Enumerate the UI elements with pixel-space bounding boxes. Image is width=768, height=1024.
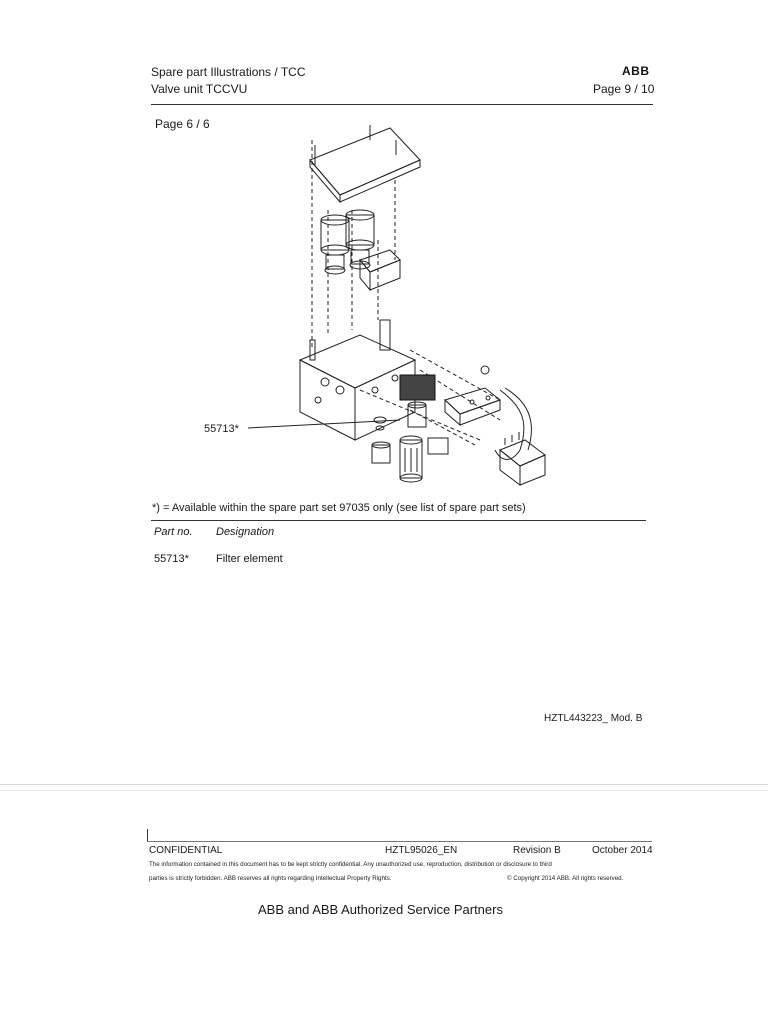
filter-housing xyxy=(400,375,435,482)
footer-rule xyxy=(147,841,652,842)
figure-page-label: Page 6 / 6 xyxy=(155,117,210,131)
page-break-line xyxy=(0,784,768,785)
header-rule xyxy=(151,104,653,105)
document-subtitle: Valve unit TCCVU xyxy=(151,82,248,96)
col-header-part-no: Part no. xyxy=(154,526,193,538)
footer-date: October 2014 xyxy=(592,845,653,856)
table-cell-designation: Filter element xyxy=(216,553,283,565)
document-title: Spare part Illustrations / TCC xyxy=(151,65,306,79)
availability-note: *) = Available within the spare part set 97035 only (see list of spare part sets) xyxy=(152,502,526,514)
abb-logo: ABB xyxy=(622,64,650,78)
footer-confidential: CONFIDENTIAL xyxy=(149,845,223,856)
footer-copyright: © Copyright 2014 ABB. All rights reserved. xyxy=(507,875,624,882)
footer-bracket xyxy=(147,829,148,841)
service-partners-banner: ABB and ABB Authorized Service Partners xyxy=(258,902,503,917)
col-header-designation: Designation xyxy=(216,526,275,538)
page-number: Page 9 / 10 xyxy=(593,82,655,96)
footer-revision: Revision B xyxy=(513,845,561,856)
document-code: HZTL443223_ Mod. B xyxy=(544,713,643,724)
callout-55713: 55713* xyxy=(204,423,239,435)
solenoid-left xyxy=(321,215,349,274)
footer-doc-id: HZTL95026_EN xyxy=(385,845,458,856)
cover-plate xyxy=(310,128,420,195)
footer-disclaimer-2: parties is strictly forbidden. ABB reserves all rights regarding Intellectual Property Rights. xyxy=(149,875,392,882)
table-top-rule xyxy=(151,520,646,521)
page-break-line xyxy=(0,790,768,791)
footer-disclaimer-1: The information contained in this document has to be kept strictly confidential. Any unauthorized use, reproduction, distribution or disclosure to third xyxy=(149,861,552,868)
table-cell-part-no: 55713* xyxy=(154,553,189,565)
valve-unit-exploded-drawing xyxy=(200,120,560,505)
